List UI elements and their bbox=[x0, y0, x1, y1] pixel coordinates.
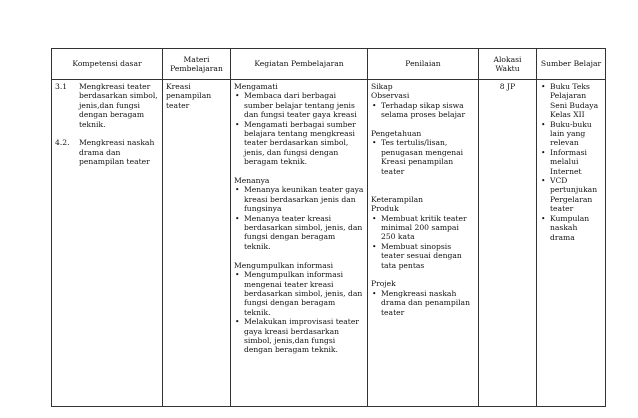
kegiatan-heading: Mengumpulkan informasi bbox=[234, 260, 334, 270]
header-materi: Materi Pembelajaran bbox=[163, 49, 231, 80]
kegiatan-heading: Mengamati bbox=[234, 82, 278, 91]
list-item: • Melakukan improvisasi teater gaya kreasi berdasarkan simbol, jenis,dan fungsi dengan beragam teknik. bbox=[234, 317, 364, 355]
content-row bbox=[52, 80, 606, 407]
list-item: • Membaca dari berbagai sumber belajar tentang jenis dan fungsi teater gaya kreasi bbox=[234, 91, 364, 119]
kompetensi-number: 4.2. bbox=[55, 138, 70, 148]
list-item: • Membuat sinopsis teater sesuai dengan tata pentas bbox=[371, 242, 475, 270]
list-item: • Tes tertulis/lisan, penugasan mengenai Kreasi penampilan teater bbox=[371, 138, 475, 176]
penilaian-heading: Projek bbox=[371, 279, 396, 289]
list-item: • Menanya keunikan teater gaya kreasi berdasarkan jenis dan fungsinya bbox=[234, 185, 364, 213]
kompetensi-item bbox=[55, 138, 159, 166]
materi-text: Kreasi penampilan teater bbox=[166, 82, 212, 110]
penilaian-heading: Observasi bbox=[371, 91, 410, 101]
list-item: • Membuat kritik teater minimal 200 sampai 250 kata bbox=[371, 214, 475, 242]
list-item: • Mengamati berbagai sumber belajara tentang mengkreasi teater berdasarkan simbol, jenis, dan fungsi dengan beragam teknik. bbox=[234, 120, 364, 167]
header-penilaian: Penilaian bbox=[368, 49, 479, 80]
cell-materi bbox=[163, 80, 231, 407]
penilaian-heading: Keterampilan bbox=[371, 194, 424, 204]
cell-sumber bbox=[537, 80, 606, 407]
list-item: • Buku Teks Pelajaran Seni Budaya Kelas XII bbox=[540, 82, 602, 120]
list-item: • Buku-buku lain yang relevan bbox=[540, 120, 602, 148]
list-item: • Menanya teater kreasi berdasarkan simbol, jenis, dan fungsi dengan beragam teknik. bbox=[234, 214, 364, 252]
penilaian-heading: Pengetahuan bbox=[371, 129, 422, 139]
kompetensi-number: 3.1 bbox=[55, 82, 68, 91]
penilaian-heading: Sikap bbox=[371, 82, 393, 91]
header-kompetensi: Kompetensi dasar bbox=[52, 49, 163, 80]
list-item: • Mengumpulkan informasi mengenai teater kreasi berdasarkan simbol, jenis, dan fungsi dengan beragam teknik. bbox=[234, 270, 364, 317]
header-alokasi: Alokasi Waktu bbox=[479, 49, 537, 80]
cell-kompetensi bbox=[52, 80, 163, 407]
penilaian-heading: Produk bbox=[371, 204, 399, 214]
list-item: • Mengkreasi naskah drama dan penampilan teater bbox=[371, 289, 475, 317]
kompetensi-item bbox=[55, 82, 159, 129]
alokasi-text: 8 JP bbox=[499, 82, 516, 91]
kompetensi-text: Mengkreasi teater berdasarkan simbol, jenis,dan fungsi dengan beragam teknik. bbox=[79, 82, 158, 129]
list-item: • Terhadap sikap siswa selama proses belajar bbox=[371, 101, 475, 120]
cell-penilaian bbox=[368, 80, 479, 407]
list-item: • VCD pertunjukan Pergelaran teater bbox=[540, 176, 602, 214]
list-item: • Kumpulan naskah drama bbox=[540, 214, 602, 242]
header-sumber: Sumber Belajar bbox=[537, 49, 606, 80]
kompetensi-text: Mengkreasi naskah drama dan penampilan teater bbox=[79, 138, 155, 167]
rpp-table bbox=[51, 48, 606, 407]
cell-alokasi bbox=[479, 80, 537, 407]
cell-kegiatan bbox=[231, 80, 368, 407]
header-row bbox=[52, 49, 606, 80]
list-item: • Informasi melalui Internet bbox=[540, 148, 602, 176]
kegiatan-heading: Menanya bbox=[234, 176, 270, 186]
header-kegiatan: Kegiatan Pembelajaran bbox=[231, 49, 368, 80]
